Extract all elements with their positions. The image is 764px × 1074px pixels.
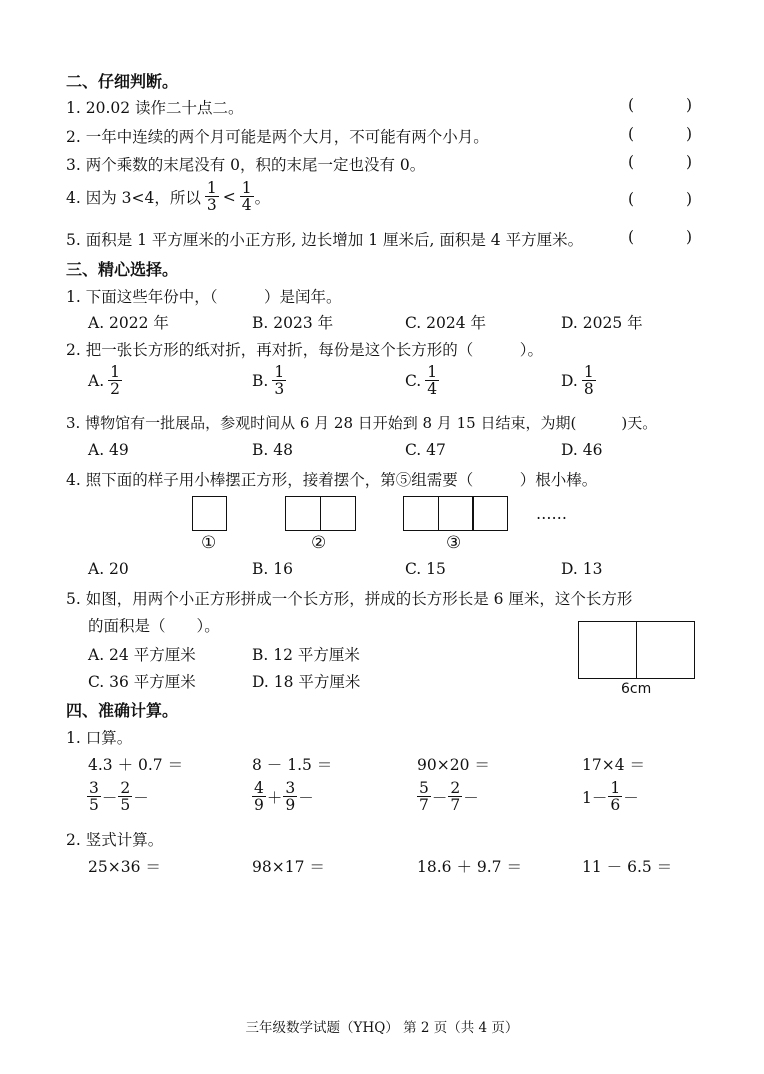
fraction-calc-1: $\frac{3}{5}$ － $\frac{2}{5}$ － [89, 779, 149, 815]
q2-option-c[interactable]: C. $\frac{1}{4}$ [405, 363, 438, 399]
q1-option-c[interactable]: C. 2024 年 [405, 314, 487, 332]
q2-option-d[interactable]: D. $\frac{1}{8}$ [561, 363, 594, 399]
q5-option-b[interactable]: B. 12 平方厘米 [252, 646, 360, 664]
vertical-calc-2: 98×17 ＝ [252, 858, 325, 876]
answer-paren-3[interactable]: ( ) [628, 153, 692, 171]
answer-paren-1[interactable]: ( ) [628, 96, 692, 114]
answer-paren-5[interactable]: ( ) [628, 228, 692, 246]
fraction-calc-2: $\frac{4}{9}$ ＋ $\frac{3}{9}$ － [254, 779, 314, 815]
q4-option-a[interactable]: A. 20 [88, 560, 129, 578]
choice-q5-line2: 的面积是（ ）。 [88, 617, 220, 635]
q3-option-d[interactable]: D. 46 [561, 441, 603, 459]
judge-item-1: 1. 20.02 读作二十点二。 [66, 99, 244, 117]
answer-paren-4[interactable]: ( ) [628, 190, 692, 208]
q5-option-c[interactable]: C. 36 平方厘米 [88, 673, 196, 691]
vertical-calc-1: 25×36 ＝ [88, 858, 161, 876]
q1-option-d[interactable]: D. 2025 年 [561, 314, 643, 332]
q1-option-b[interactable]: B. 2023 年 [252, 314, 334, 332]
figure-label-2: ② [311, 533, 327, 553]
figure-label-1: ① [201, 533, 217, 553]
q2-option-a[interactable]: A. $\frac{1}{2}$ [88, 363, 120, 399]
vertical-calc-title: 2. 竖式计算。 [66, 831, 164, 849]
figure-ellipsis: …… [536, 505, 567, 523]
page-footer: 三年级数学试题（YHQ） 第 2 页（共 4 页） [245, 1020, 519, 1036]
judge-item-4: 4. 因为 3<4，所以 $\frac{1}{3}$ < $\frac{1}{4}$ 。 [66, 179, 271, 215]
oral-calc-3: 90×20 ＝ [417, 756, 490, 774]
judge-item-5: 5. 面积是 1 平方厘米的小正方形, 边长增加 1 厘米后, 面积是 4 平方厘米。 [66, 231, 584, 249]
fraction: $\frac{1}{3}$ [206, 179, 217, 215]
oral-calc-2: 8 － 1.5 ＝ [252, 756, 333, 774]
oral-calc-4: 17×4 ＝ [582, 756, 645, 774]
judge-item-2: 2. 一年中连续的两个月可能是两个大月，不可能有两个小月。 [66, 128, 489, 146]
vertical-calc-4: 11 － 6.5 ＝ [582, 858, 673, 876]
q4-option-c[interactable]: C. 15 [405, 560, 446, 578]
q3-option-c[interactable]: C. 47 [405, 441, 446, 459]
choice-q1: 1. 下面这些年份中，（ ）是闰年。 [66, 288, 342, 306]
choice-q4: 4. 照下面的样子用小棒摆正方形，接着摆个，第⑤组需要（ ）根小棒。 [66, 471, 598, 489]
oral-calc-1: 4.3 ＋ 0.7 ＝ [88, 756, 184, 774]
q4-option-d[interactable]: D. 13 [561, 560, 603, 578]
fraction-calc-4: 1－ $\frac{1}{6}$ － [582, 779, 639, 815]
choice-q3: 3. 博物馆有一批展品，参观时间从 6 月 28 日开始到 8 月 15 日结束，为期( )天。 [66, 414, 658, 432]
fraction-calc-3: $\frac{5}{7}$ － $\frac{2}{7}$ － [419, 779, 479, 815]
judge-item-3: 3. 两个乘数的末尾没有 0，积的末尾一定也没有 0。 [66, 156, 426, 174]
q4-option-b[interactable]: B. 16 [252, 560, 293, 578]
answer-paren-2[interactable]: ( ) [628, 125, 692, 143]
choice-q2: 2. 把一张长方形的纸对折，再对折，每份是这个长方形的（ ）。 [66, 341, 543, 359]
rectangle-length-label: 6cm [621, 681, 652, 697]
choice-q5-line1: 5. 如图，用两个小正方形拼成一个长方形，拼成的长方形长是 6 厘米，这个长方形 [66, 590, 633, 608]
q3-option-b[interactable]: B. 48 [252, 441, 293, 459]
q2-option-b[interactable]: B. $\frac{1}{3}$ [252, 363, 285, 399]
q5-option-d[interactable]: D. 18 平方厘米 [252, 673, 361, 691]
q3-option-a[interactable]: A. 49 [88, 441, 129, 459]
section-4-title: 四、准确计算。 [66, 701, 179, 720]
fraction: $\frac{1}{4}$ [241, 179, 252, 215]
q5-option-a[interactable]: A. 24 平方厘米 [88, 646, 196, 664]
section-3-title: 三、精心选择。 [66, 260, 179, 279]
q1-option-a[interactable]: A. 2022 年 [88, 314, 169, 332]
vertical-calc-3: 18.6 ＋ 9.7 ＝ [417, 858, 522, 876]
figure-label-3: ③ [446, 533, 462, 553]
oral-calc-title: 1. 口算。 [66, 729, 133, 747]
section-2-title: 二、仔细判断。 [66, 72, 179, 91]
